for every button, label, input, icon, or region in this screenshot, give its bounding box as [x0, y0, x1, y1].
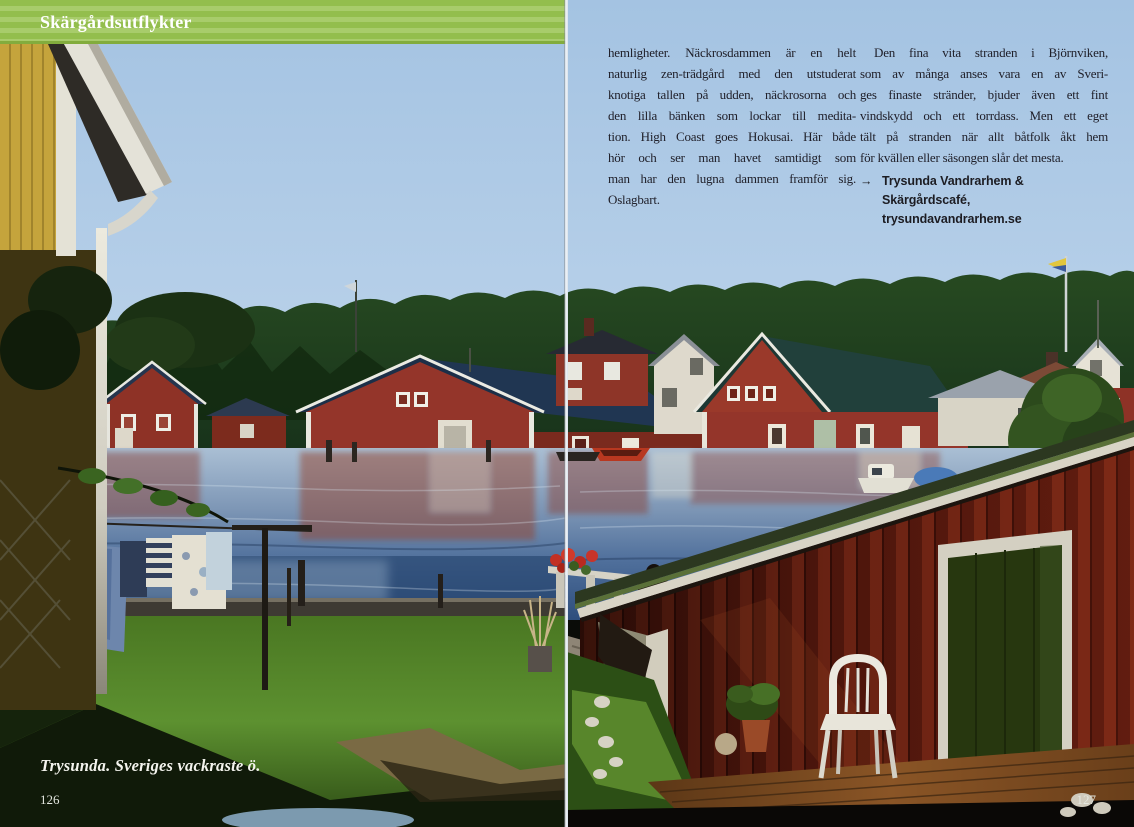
round-stone: [715, 733, 737, 755]
section-header-bar: [0, 0, 566, 44]
reference-line-1: Trysunda Vandrarhem &: [882, 174, 1024, 188]
photo-caption: Trysunda. Sveriges vackraste ö.: [40, 756, 261, 775]
green-door: [938, 530, 1072, 784]
reference-block: [860, 172, 1112, 229]
reference-text: [882, 172, 1112, 229]
section-title: Skärgårdsutflykter: [40, 12, 192, 32]
page-number-left: 126: [40, 792, 60, 807]
reference-line-2: Skärgårdscafé, trysundavandrarhem.se: [882, 193, 1022, 226]
page-gutter: [564, 0, 568, 827]
article-column-2: Den fina vita stranden i Björnviken, som av många anses vara en av Sveri- ges finaste stränder, bjuder även ett fint vindskydd och ett torrdass. Men ett eget tält på stranden när allt båtfolk åkt hem för kvällen eller säsongen slår det mesta.: [860, 45, 1108, 165]
article-column-1: hemligheter. Näckrosdammen är en helt naturlig zen-trädgård med den utstuderat knotiga tallen på udden, näckrosorna och den lilla bänken som lockar till medita- tion. High Coast goes Hokusai. Här både hör och ser man havet samtidigt som man har den lugna dammen framför sig. Oslagbart.: [608, 45, 856, 207]
page-number-right: 127: [1076, 792, 1096, 807]
arrow-right-icon: →: [860, 174, 873, 188]
